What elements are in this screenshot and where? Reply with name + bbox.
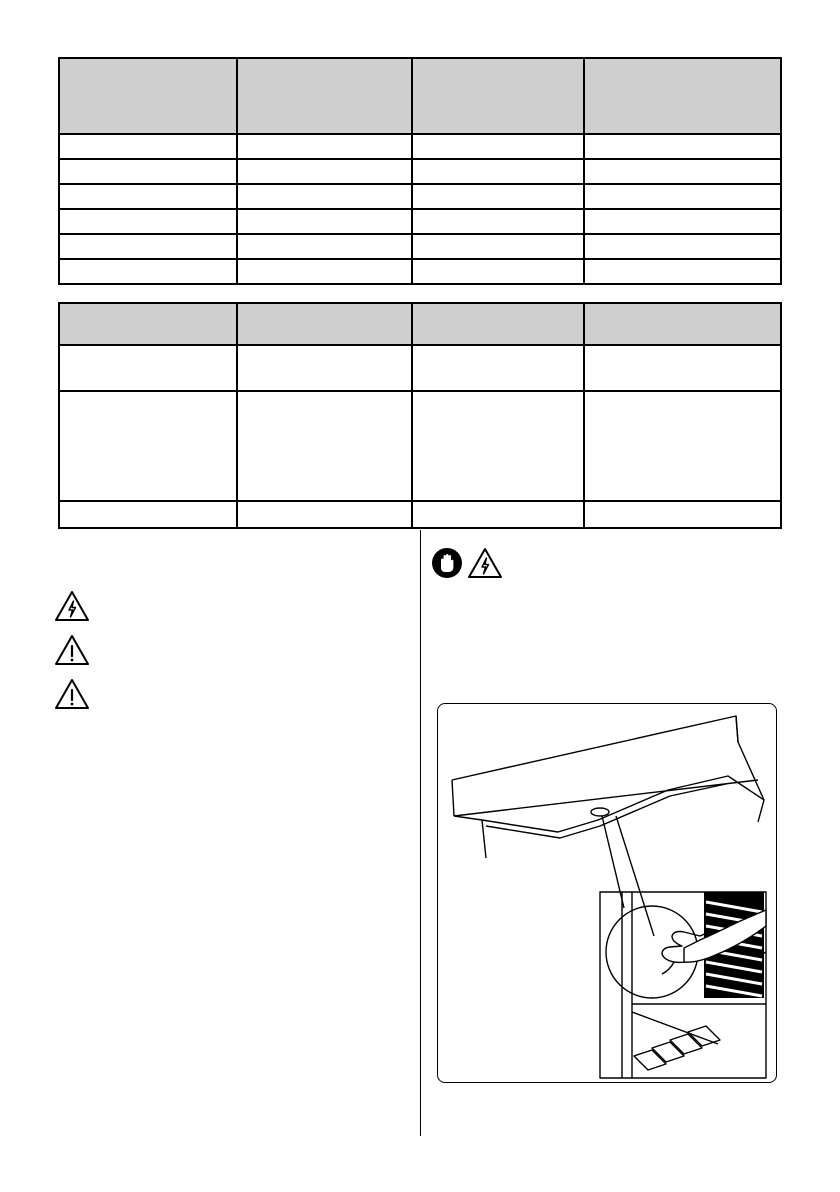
lamp-cover-illustration [437, 703, 777, 1083]
table-cell [237, 345, 411, 391]
table-row [59, 134, 781, 159]
table-header-cell [584, 58, 781, 134]
table-header-row [59, 58, 781, 134]
table-cell [237, 259, 411, 284]
table-header-cell [59, 303, 237, 345]
table-cell [59, 134, 237, 159]
table-cell [59, 234, 237, 259]
table-cell [412, 501, 584, 528]
table-row [59, 234, 781, 259]
table-cell [412, 259, 584, 284]
specification-table-1 [58, 57, 782, 285]
column-divider [420, 530, 421, 1136]
table-cell [237, 234, 411, 259]
table-row [59, 159, 781, 184]
table-cell [59, 501, 237, 528]
table-cell [412, 159, 584, 184]
table-row [59, 345, 781, 391]
table-cell [412, 184, 584, 209]
table-header-cell [412, 58, 584, 134]
table-header-cell [237, 58, 411, 134]
stop-hand-icon [431, 547, 463, 579]
table-cell [412, 234, 584, 259]
electric-shock-warning-icon [54, 590, 90, 622]
table-cell [412, 209, 584, 234]
table-row [59, 209, 781, 234]
table-cell [237, 501, 411, 528]
table-row [59, 391, 781, 501]
table-cell [412, 345, 584, 391]
table-cell [59, 391, 237, 501]
table-cell [584, 234, 781, 259]
electric-shock-warning-icon [467, 547, 503, 579]
table-cell [237, 159, 411, 184]
table-cell [237, 184, 411, 209]
table-cell [584, 345, 781, 391]
table-cell [412, 391, 584, 501]
general-warning-icon [54, 634, 90, 666]
table-row [59, 184, 781, 209]
table-cell [584, 391, 781, 501]
table-cell [584, 209, 781, 234]
table-row [59, 501, 781, 528]
table-cell [237, 391, 411, 501]
table-cell [59, 159, 237, 184]
specification-table-2 [58, 302, 782, 529]
table-cell [237, 209, 411, 234]
table-header-cell [412, 303, 584, 345]
table-cell [584, 134, 781, 159]
table-header-row [59, 303, 781, 345]
table-cell [59, 209, 237, 234]
table-cell [59, 345, 237, 391]
table-cell [584, 184, 781, 209]
general-warning-icon [54, 678, 90, 710]
table-header-cell [237, 303, 411, 345]
table-cell [584, 159, 781, 184]
table-cell [59, 184, 237, 209]
table-cell [237, 134, 411, 159]
table-cell [59, 259, 237, 284]
table-cell [412, 134, 584, 159]
table-header-cell [584, 303, 781, 345]
table-cell [584, 259, 781, 284]
table-row [59, 259, 781, 284]
table-header-cell [59, 58, 237, 134]
table-cell [584, 501, 781, 528]
right-warning-icons [431, 547, 505, 579]
